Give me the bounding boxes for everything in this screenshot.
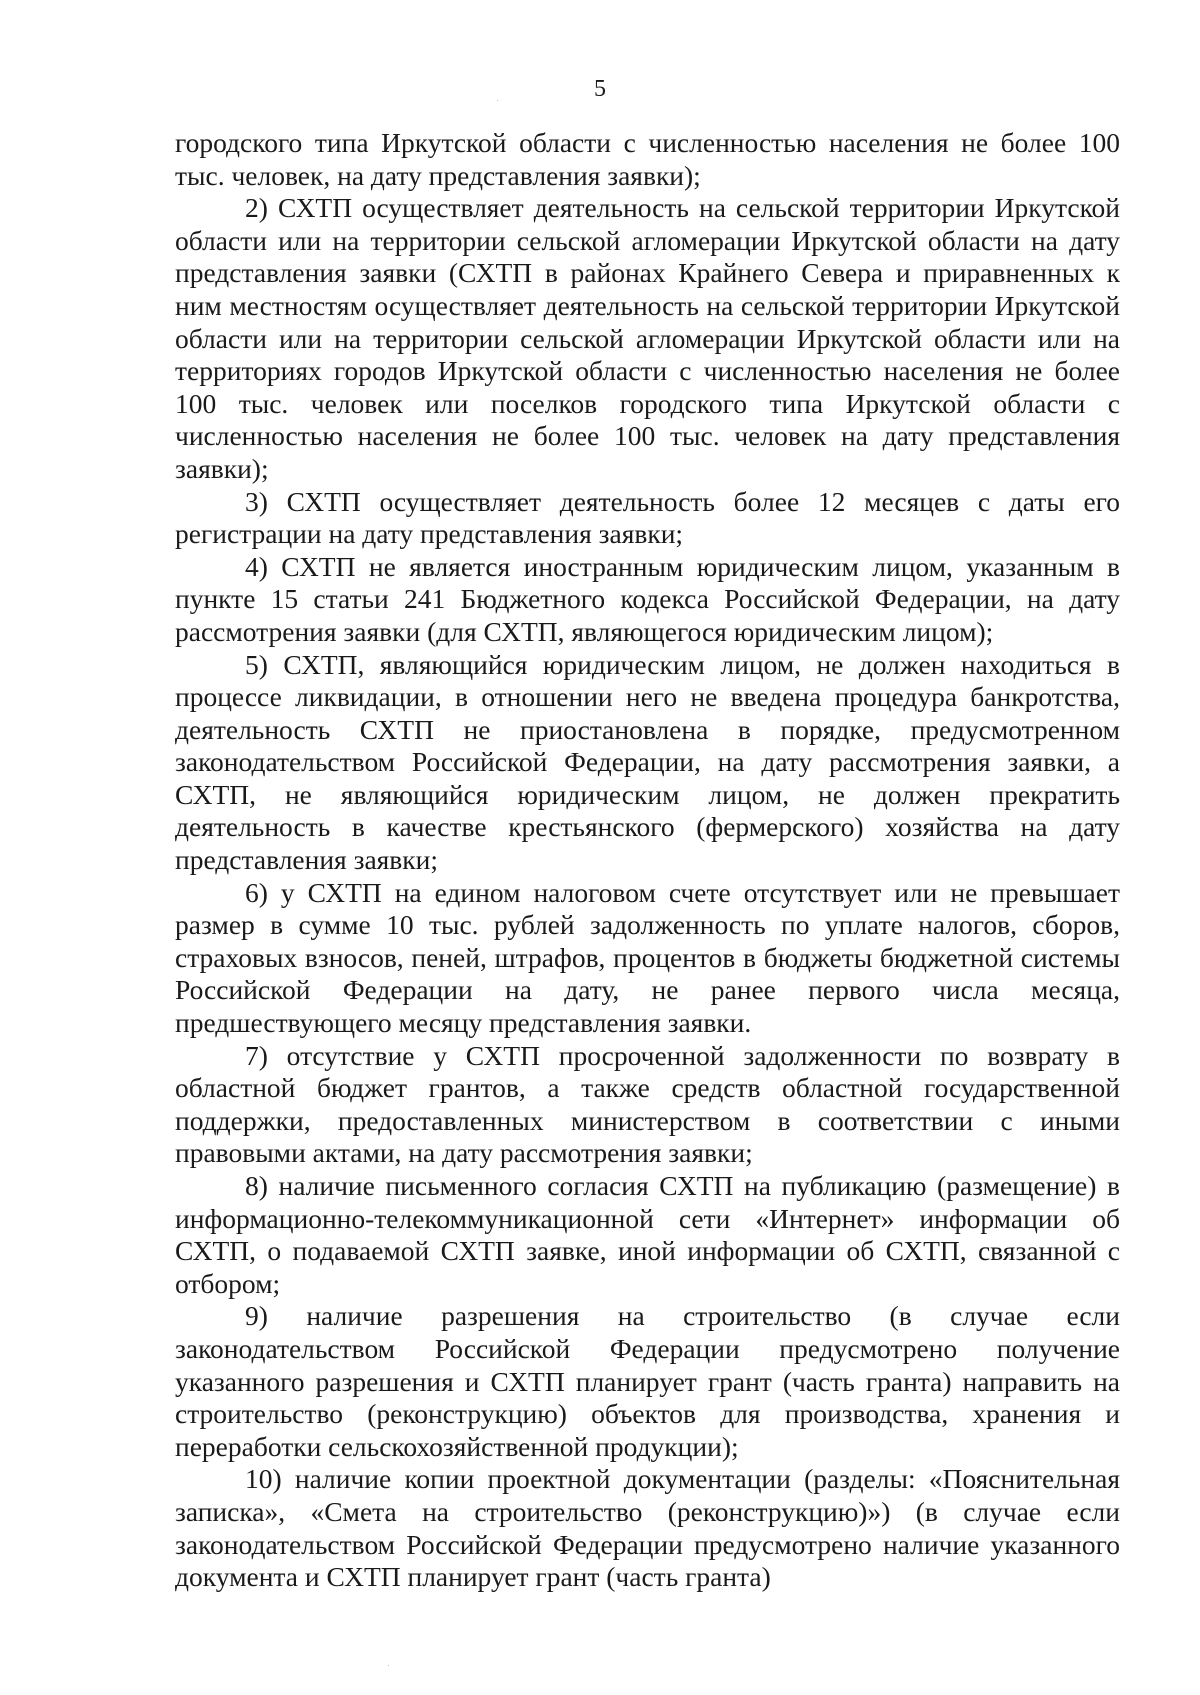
paragraph-clause-9: 9) наличие разрешения на строительство (в случае если законодательством Российской Федерации предусмотрено получение указанного разрешения и СХТП планирует грант (часть гранта) направить на строительство (реконструкцию) объектов для производства, хранения и переработки сельскохозяйственной продукции); xyxy=(175,1300,1120,1462)
paragraph-clause-8: 8) наличие письменного согласия СХТП на публикацию (размещение) в информационно-телекоммуникационной сети «Интернет» информации об СХТП, о подаваемой СХТП заявке, иной информации об СХТП, связанной с отбором; xyxy=(175,1170,1120,1299)
paragraph-clause-6: 6) у СХТП на едином налоговом счете отсутствует или не превышает размер в сумме 10 тыс. рублей задолженность по уплате налогов, сборов, страховых взносов, пеней, штрафов, процентов в бюджеты бюджетной системы Российской Федерации на дату, не ранее первого числа месяца, предшествующего месяцу представления заявки. xyxy=(175,876,1120,1039)
paragraph-continuation: городского типа Иркутской области с численностью населения не более 100 тыс. человек, на дату представления заявки); xyxy=(175,127,1120,191)
page-number: 5 xyxy=(594,76,606,102)
paragraph-clause-10: 10) наличие копии проектной документации (разделы: «Пояснительная записка», «Смета на строительство (реконструкцию)») (в случае если законодательством Российской Федерации предусмотрено наличие указанного документа и СХТП планирует грант (часть гранта) xyxy=(175,1463,1120,1593)
document-body xyxy=(175,127,1120,1594)
paragraph-clause-7: 7) отсутствие у СХТП просроченной задолженности по возврату в областной бюджет грантов, а также средств областной государственной поддержки, предоставленных министерством в соответствии с иными правовыми актами, на дату рассмотрения заявки; xyxy=(175,1039,1120,1169)
paragraph-clause-4: 4) СХТП не является иностранным юридическим лицом, указанным в пункте 15 статьи 241 Бюджетного кодекса Российской Федерации, на дату рассмотрения заявки (для СХТП, являющегося юридическим лицом); xyxy=(175,550,1120,647)
paragraph-clause-3: 3) СХТП осуществляет деятельность более 12 месяцев с даты его регистрации на дату представления заявки; xyxy=(175,485,1120,550)
paragraph-clause-2: 2) СХТП осуществляет деятельность на сельской территории Иркутской области или на территории сельской агломерации Иркутской области на дату представления заявки (СХТП в районах Крайнего Севера и приравненных к ним местностям осуществляет деятельность на сельской территории Иркутской области или на территории сельской агломерации Иркутской области или на территориях городов Иркутской области с численностью населения не более 100 тыс. человек или поселков городского типа Иркутской области с численностью населения не более 100 тыс. человек на дату представления заявки); xyxy=(175,192,1120,484)
scan-speck xyxy=(497,100,498,101)
paragraph-clause-5: 5) СХТП, являющийся юридическим лицом, не должен находиться в процессе ликвидации, в отношении него не введена процедура банкротства, деятельность СХТП не приостановлена в порядке, предусмотренном законодательством Российской Федерации, на дату рассмотрения заявки, а СХТП, не являющийся юридическим лицом, не должен прекратить деятельность в качестве крестьянского (фермерского) хозяйства на дату представления заявки; xyxy=(175,648,1120,876)
scan-speck xyxy=(388,1665,389,1666)
